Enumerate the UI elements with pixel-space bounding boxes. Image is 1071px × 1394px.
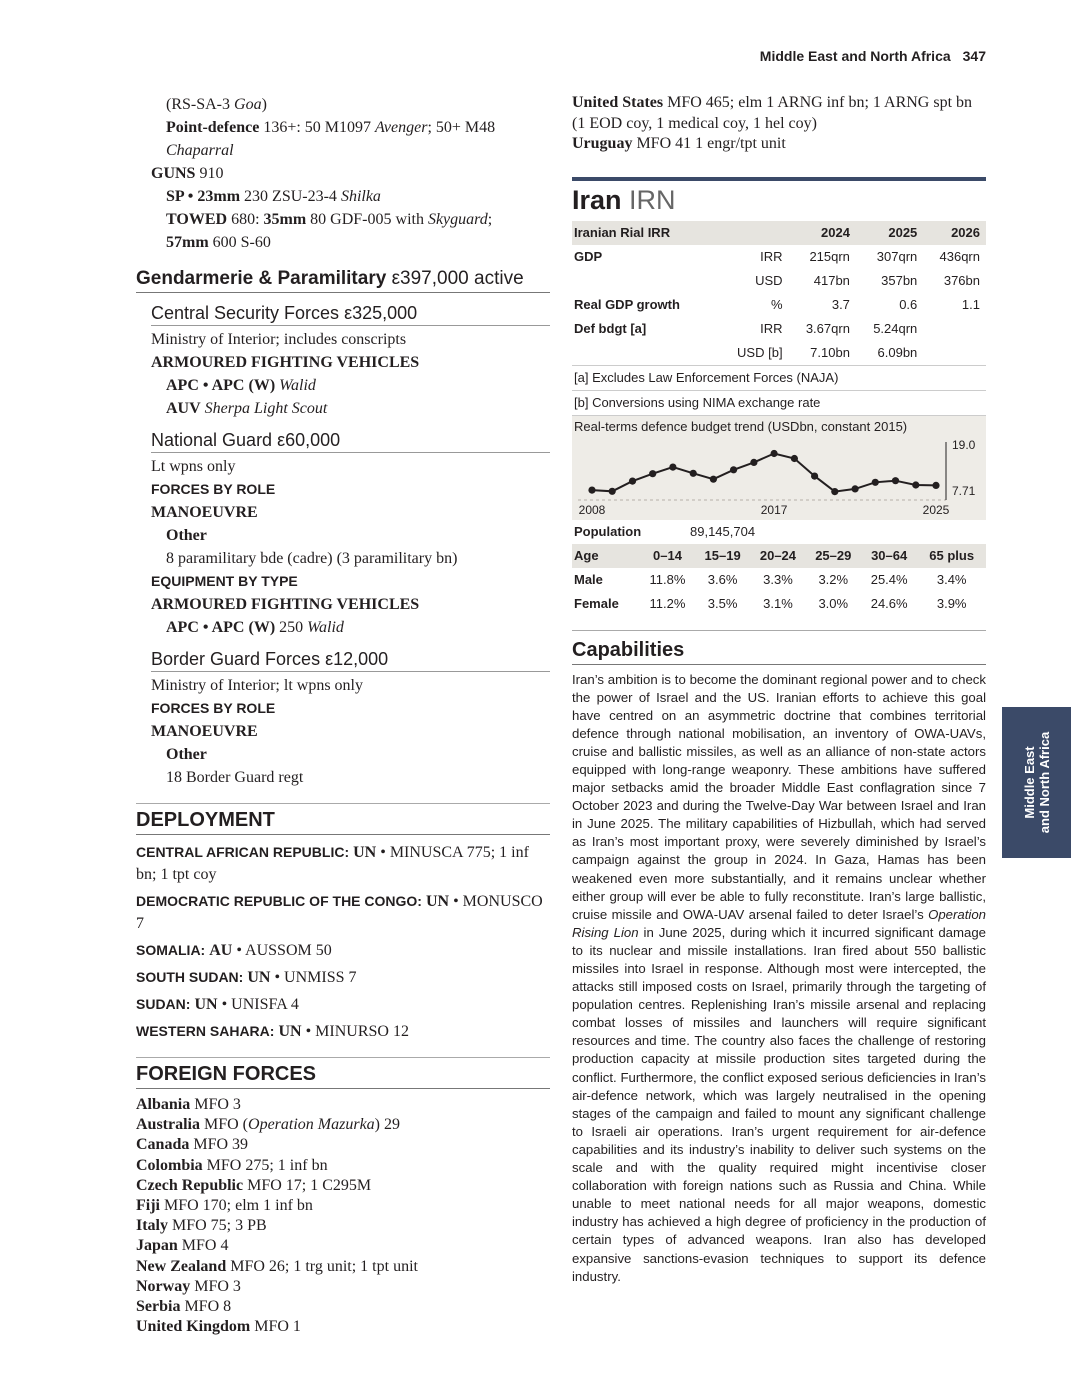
chart-data-point [811, 472, 818, 479]
section-heading-foreign-forces: FOREIGN FORCES [136, 1057, 550, 1089]
text-line: 18 Border Guard regt [166, 769, 304, 786]
foreign-force-entry: Fiji MFO 170; elm 1 inf bn [136, 1197, 313, 1215]
chart-data-point [588, 486, 595, 493]
table-row: Female 11.2% 3.5% 3.1% 3.0% 24.6% 3.9% [574, 596, 967, 611]
foreign-force-entry: Italy MFO 75; 3 PB [136, 1217, 267, 1235]
category-label: ARMOURED FIGHTING VEHICLES [151, 354, 420, 371]
foreign-force-entry: Colombia MFO 275; 1 inf bn [136, 1156, 328, 1174]
foreign-force-entry: United States MFO 465; elm 1 ARNG inf bn; 1 ARNG spt bn (1 EOD coy, 1 medical coy, 1 hel coy) [572, 94, 973, 132]
foreign-force-entry: Czech Republic MFO 17; 1 C295M [136, 1176, 372, 1194]
country-title: Iran IRN [572, 184, 676, 215]
deployment-entry: SUDAN: UN • UNISFA 4 [136, 996, 299, 1013]
deployment-entry: DEMOCRATIC REPUBLIC OF THE CONGO: UN • MONUSCO 7 [136, 893, 543, 932]
section-side-tab [1002, 707, 1071, 858]
age-table [572, 544, 986, 616]
table-row: GDP IRR 215qrn 307qrn 436qrn [574, 249, 980, 264]
category-label: MANOEUVRE [151, 504, 258, 521]
population-row [572, 520, 986, 544]
chart-data-point [831, 488, 838, 495]
text-line: 57mm 600 S-60 [166, 234, 271, 251]
category-label: FORCES BY ROLE [151, 700, 276, 716]
category-label: ARMOURED FIGHTING VEHICLES [151, 596, 420, 613]
chart-data-point [710, 475, 717, 482]
section-heading-capabilities: Capabilities [572, 630, 986, 665]
table-header-row: Age 0–14 15–19 20–24 25–29 30–64 65 plus [572, 544, 986, 568]
text-line: GUNS 910 [151, 165, 224, 182]
chart-data-point [912, 481, 919, 488]
text-line: TOWED 680: 35mm 80 GDF-005 with Skyguard; [166, 211, 493, 228]
category-label: Other [166, 527, 207, 544]
side-tab-line: Middle East [1021, 746, 1037, 819]
chart-data-point [892, 477, 899, 484]
foreign-force-entry: Serbia MFO 8 [136, 1298, 232, 1316]
chart-y-label: 19.0 [952, 437, 976, 452]
table-footnote: [b] Conversions using NIMA exchange rate [572, 390, 986, 415]
deployment-entry: SOMALIA: AU • AUSSOM 50 [136, 942, 332, 959]
capabilities-text: Iran’s ambition is to become the dominant regional power and to check the power of Israel and the US. Iranian efforts to achieve this goal have centred on an asymmetric doctrine that combines territorial defence through national mobilisation, an inventory of OWA-UAVs, cruise and ballistic missiles, as well as an alliance of non-state actors equipped with long-range weaponry. These ambitions have suffered major setbacks amid the broader Middle East conflagration since 7 October 2023 and during the Twelve-Day War between Israel and Iran in June 2025. The military capabilities of Hizbullah, which had served as Iran’s most important proxy, were severely diminished by Israel’s campaign against the group in 2024. In Gaza, Hamas has been weakened even more substantially, and it remains unclear whether either group will ever be able to fully reconstitute. Iran’s large ballistic, cruise missile and OWA-UAV arsenal failed to deter Israel’s Operation Rising Lion in June 2025, during which it incurred significant damage to its nuclear and missile installations. Iran fired about 550 ballistic missiles into Israel in response. Although most were intercepted, the attacks still imposed costs on Israel, primarily through the targeting of population centres. Replenishing Iran’s missile arsenal and replacing combat losses of missiles and launchers will require significant resources and time. The country also faces the challenge of restoring production capacity at missile production sites targeted during the conflict. Furthermore, the conflict exposed serious deficiencies in Iran’s air-defence network, which was largely neutralised in the opening stages of the campaign and failed to mount any significant challenge to Israeli air operations. Iran’s urgent requirement for air-defence capabilities and its industry’s inability to deliver such systems on the scale and with the quality required might incentivise closer collaboration with foreign nations such as Russia and China. While unable to meet national needs for all major weapons, domestic industry has achieved a high degree of proficiency in the production of certain types of advanced weapons. Iran also has developed expansive sanctions-evasion techniques to support its defence industry. [572, 671, 986, 1284]
text-line: SP • 23mm 230 ZSU-23-4 Shilka [166, 188, 381, 205]
chart-data-point [649, 470, 656, 477]
side-tab-line: and North Africa [1036, 731, 1052, 834]
chart-x-tick-label: 2008 [578, 502, 606, 517]
text-line: APC • APC (W) 250 Walid [166, 619, 344, 636]
text-line: Ministry of Interior; lt wpns only [151, 677, 363, 694]
chart-series-line [592, 453, 936, 491]
chart-data-point [730, 466, 737, 473]
chart-data-point [852, 485, 859, 492]
population-value: 89,145,704 [690, 523, 756, 539]
chart-data-point [872, 478, 879, 485]
section-heading-gendarmerie: Gendarmerie & Paramilitary ε397,000 active [136, 268, 550, 293]
defence-budget-trend-chart [572, 415, 986, 520]
table-row: USD [b] 7.10bn 6.09bn [737, 345, 918, 360]
foreign-force-entry: New Zealand MFO 26; 1 trg unit; 1 tpt unit [136, 1257, 418, 1275]
chart-data-point [609, 487, 616, 494]
table-row: Def bdgt [a] IRR 3.67qrn 5.24qrn [574, 321, 918, 336]
chart-data-point [791, 454, 798, 461]
table-footnote: [a] Excludes Law Enforcement Forces (NAJA) [572, 365, 986, 390]
population-label: Population [574, 523, 642, 539]
text-line: Lt wpns only [151, 458, 236, 475]
category-label: Other [166, 746, 207, 763]
chart-data-point [669, 463, 676, 470]
table-row: Real GDP growth % 3.7 0.6 1.1 [574, 297, 980, 312]
running-header-section: Middle East and North Africa [759, 48, 951, 64]
chart-data-point [932, 481, 939, 488]
page-number: 347 [962, 48, 986, 64]
chart-data-point [750, 458, 757, 465]
economic-table [572, 221, 986, 365]
text-line: Ministry of Interior; includes conscripts [151, 331, 407, 348]
chart-data-point [771, 449, 778, 456]
country-divider [572, 177, 986, 181]
foreign-force-entry: United Kingdom MFO 1 [136, 1318, 301, 1336]
category-label: EQUIPMENT BY TYPE [151, 573, 298, 589]
chart-y-label: 7.71 [952, 483, 976, 498]
table-header-cell: 2025 [856, 221, 923, 245]
foreign-force-entry: Uruguay MFO 41 1 engr/tpt unit [572, 135, 786, 152]
foreign-force-entry: Canada MFO 39 [136, 1136, 249, 1154]
deployment-entry: SOUTH SUDAN: UN • UNMISS 7 [136, 969, 357, 986]
table-header-cell: 2026 [923, 221, 986, 245]
chart-title: Real-terms defence budget trend (USDbn, constant 2015) [574, 418, 908, 434]
deployment-entry: CENTRAL AFRICAN REPUBLIC: UN • MINUSCA 775; 1 inf bn; 1 tpt coy [136, 844, 529, 883]
running-header [760, 48, 986, 64]
category-label: MANOEUVRE [151, 723, 258, 740]
category-label: FORCES BY ROLE [151, 481, 276, 497]
subheading-border-guard-forces: Border Guard Forces ε12,000 [151, 649, 550, 672]
deployment-entry: WESTERN SAHARA: UN • MINURSO 12 [136, 1023, 409, 1040]
chart-x-tick-label: 2025 [922, 502, 950, 517]
foreign-force-entry: Australia MFO (Operation Mazurka) 29 [136, 1116, 400, 1134]
chart-data-point [690, 469, 697, 476]
text-line: AUV Sherpa Light Scout [166, 400, 328, 417]
table-row: Male 11.8% 3.6% 3.3% 3.2% 25.4% 3.4% [574, 572, 967, 587]
section-heading-deployment: DEPLOYMENT [136, 803, 550, 835]
table-header-cell: Iranian Rial IRR [572, 221, 719, 245]
left-column [136, 93, 550, 1337]
table-header-cell [719, 221, 788, 245]
right-column [572, 93, 986, 1286]
chart-x-tick-label: 2017 [760, 502, 788, 517]
text-line: APC • APC (W) Walid [166, 377, 316, 394]
table-header-row [572, 221, 986, 245]
text-line: Point-defence 136+: 50 M1097 Avenger; 50+ M48 Chaparral [166, 119, 496, 159]
text-line: (RS-SA-3 Goa) [166, 96, 267, 113]
chart-data-point [629, 477, 636, 484]
foreign-force-entry: Albania MFO 3 [136, 1096, 241, 1113]
subheading-national-guard: National Guard ε60,000 [151, 430, 550, 453]
foreign-force-entry: Japan MFO 4 [136, 1237, 229, 1255]
subheading-central-security-forces: Central Security Forces ε325,000 [151, 303, 550, 326]
text-line: 8 paramilitary bde (cadre) (3 paramilitary bn) [166, 550, 458, 567]
table-header-cell: 2024 [789, 221, 856, 245]
foreign-force-entry: Norway MFO 3 [136, 1277, 241, 1295]
table-row: USD 417bn 357bn 376bn [755, 273, 980, 288]
